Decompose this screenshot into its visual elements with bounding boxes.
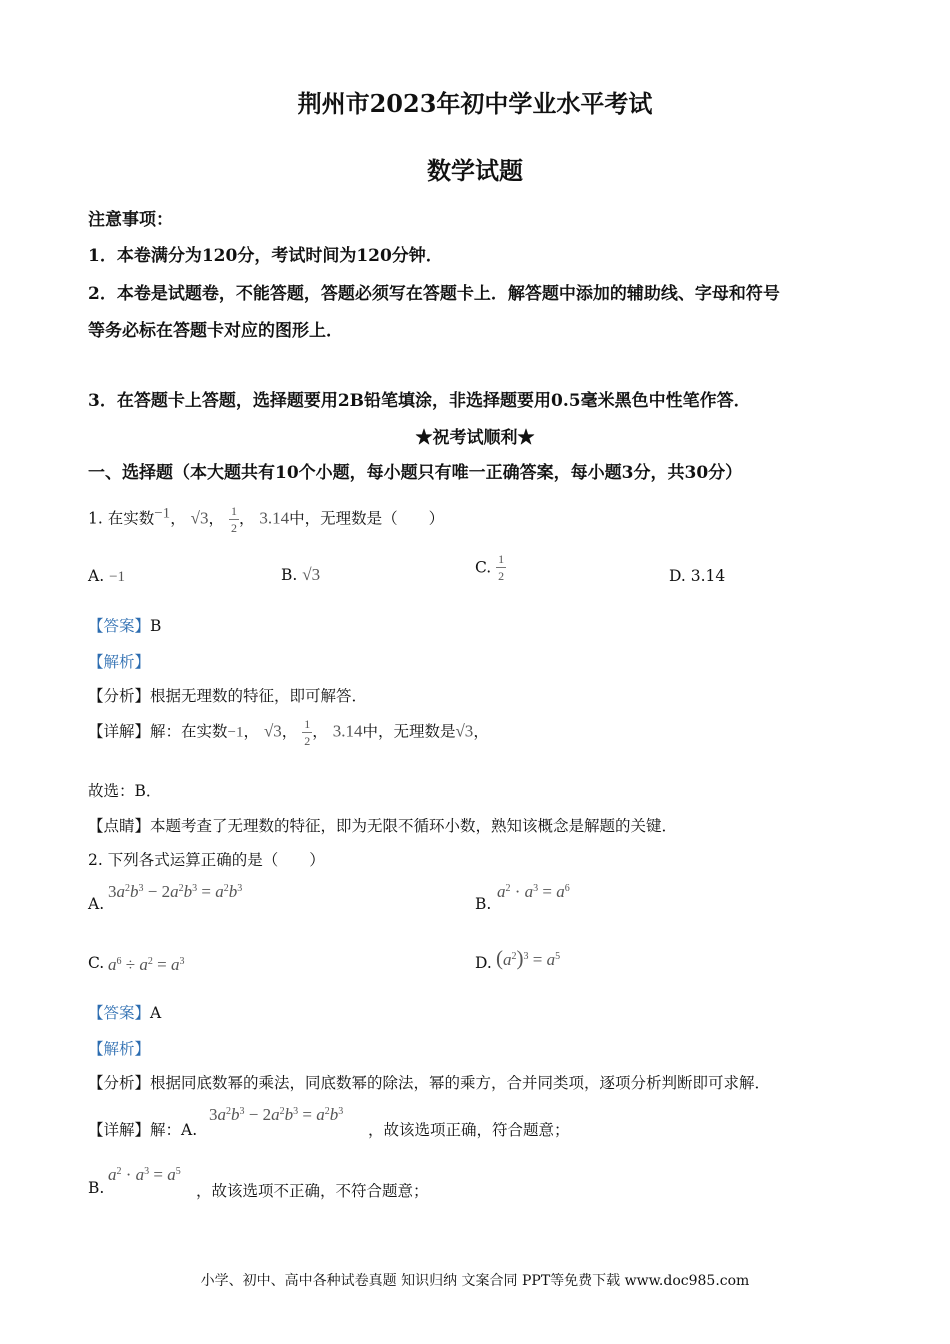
q1-sep: ，: [208, 509, 224, 528]
q2-stem: 2. 下列各式运算正确的是（ ）: [88, 851, 325, 869]
detail-prefix: 解：在实数: [150, 722, 228, 741]
q1-option-b: [281, 565, 320, 585]
q2-option-b-expr: $a^2 \cdot a^3 = a^6$: [497, 882, 570, 901]
q2-option-d-label: D.: [475, 954, 492, 972]
answer-tag: 【答案】: [88, 617, 151, 635]
page-footer: 小学、初中、高中各种试卷真题 知识归纳 文案合同 PPT等免费下载 www.doc985.com: [200, 1273, 750, 1289]
q1-sep: ，: [312, 722, 328, 741]
q2-detail-b-suffix: ，故该选项不正确，不符合题意；: [196, 1182, 429, 1200]
q1-option-c: [475, 553, 506, 582]
q2-detail-a-prefix: [88, 1118, 197, 1140]
fenxi-tag: 【分析】: [88, 1074, 151, 1092]
q2-option-b-label: B.: [475, 895, 492, 913]
option-label: A.: [88, 567, 105, 585]
detail-sqrt3: √3: [263, 721, 282, 741]
section-heading: 一、选择题（本大题共有10个小题，每小题只有唯一正确答案，每小题3分，共30分）: [88, 463, 743, 483]
answer-value: B: [150, 617, 162, 635]
detail-end: ，: [473, 722, 489, 741]
answer-tag: 【答案】: [88, 1004, 151, 1022]
fraction-bar: [496, 567, 506, 568]
q2-detail-b-expr: $a^2 \cdot a^3 = a^5$: [108, 1165, 181, 1184]
q2-detail-a-expr: $3a^2b^3 - 2a^2b^3 = a^2b^3$: [209, 1105, 344, 1124]
q1-half: [229, 505, 239, 534]
dianjing-text: 本题考查了无理数的特征，即为无限不循环小数，熟知该概念是解题的关键．: [150, 817, 678, 835]
q1-pi-value: 3.14: [259, 508, 290, 528]
q2-option-a-expr: $3a^2b^3 - 2a^2b^3 = a^2b^3$: [108, 882, 243, 901]
option-label: B.: [281, 566, 298, 584]
detail-pi-value: 3.14: [332, 721, 363, 741]
notice-wish: ★祝考试顺利★: [415, 428, 535, 448]
detail-tag: 【详解】: [88, 1121, 151, 1139]
detail-a-prefix: 解：A.: [150, 1121, 198, 1139]
q1-stem-prefix: 1. 在实数: [88, 509, 155, 528]
q1-detail: [88, 718, 489, 747]
q2-option-a-label: A.: [88, 895, 105, 913]
q1-guxuan: 故选：B．: [88, 782, 162, 800]
q2-fenxi: [88, 1071, 770, 1093]
q2-detail-b-prefix: B.: [88, 1179, 105, 1197]
fraction-denominator: 2: [304, 734, 311, 748]
exam-title: 荆州市2023年初中学业水平考试: [297, 89, 653, 118]
q2-detail-a-suffix: ，故该选项正确，符合题意；: [368, 1121, 570, 1139]
q1-option-c-value: [496, 553, 506, 582]
q1-fenxi: [88, 684, 367, 706]
q1-sep: ，: [281, 722, 298, 741]
notice-item-3: 3．在答题卡上答题，选择题要用2B铅笔填涂，非选择题要用0.5毫米黑色中性笔作答．: [88, 391, 751, 411]
notice-item-2b: 等务必标在答题卡对应的图形上．: [88, 321, 343, 341]
detail-answer-sqrt3: √3: [455, 721, 474, 741]
option-label: C.: [475, 558, 492, 577]
q2-answer: [88, 1001, 161, 1023]
q1-jiexi-tag: 【解析】: [88, 653, 151, 671]
detail-half: [302, 718, 312, 747]
answer-value: A: [150, 1004, 162, 1022]
q2-option-d-expr: $(a^2)^3 = a^5$: [496, 946, 561, 970]
q1-option-b-value: √3: [302, 565, 321, 584]
fenxi-tag: 【分析】: [88, 687, 151, 705]
q1-sep: ，: [243, 722, 260, 741]
q1-answer: [88, 614, 161, 636]
fenxi-text: 根据无理数的特征，即可解答．: [150, 687, 368, 705]
q1-dianjing: [88, 814, 677, 836]
notice-item-2a: 2．本卷是试题卷，不能答题，答题必须写在答题卡上．解答题中添加的辅助线、字母和符号: [88, 284, 780, 304]
dianjing-tag: 【点睛】: [88, 817, 151, 835]
fraction-numerator: 1: [230, 504, 237, 518]
detail-mid: 中，无理数是: [362, 722, 456, 741]
q2-option-c-label: C.: [88, 954, 105, 972]
q1-stem: [88, 505, 444, 534]
notice-heading: 注意事项：: [88, 210, 173, 230]
fraction-bar: [229, 519, 239, 520]
fraction-numerator: 1: [304, 717, 311, 731]
q2-jiexi-tag: 【解析】: [88, 1040, 151, 1058]
exam-subtitle: 数学试题: [427, 156, 523, 185]
q1-option-a: [88, 567, 125, 586]
fraction-denominator: 2: [498, 569, 505, 583]
detail-tag: 【详解】: [88, 722, 151, 741]
detail-neg1: −1: [227, 724, 244, 741]
q1-option-d: D. 3.14: [669, 567, 726, 585]
q1-sqrt3: √3: [190, 508, 209, 528]
q1-sep: ，: [238, 509, 255, 528]
fenxi-text: 根据同底数幂的乘法，同底数幂的除法，幂的乘方，合并同类项，逐项分析判断即可求解．: [150, 1074, 771, 1092]
q1-stem-suffix: 中，无理数是（ ）: [289, 509, 445, 528]
notice-item-1: 1．本卷满分为120分，考试时间为120分钟．: [88, 246, 443, 266]
q1-neg1: −1: [154, 505, 171, 522]
fraction-denominator: 2: [230, 521, 237, 535]
q2-option-c-expr: $a^6 \div a^2 = a^3$: [108, 955, 185, 974]
fraction-numerator: 1: [498, 552, 505, 566]
q1-sep: ，: [170, 509, 186, 528]
fraction-bar: [302, 732, 312, 733]
q1-option-a-value: −1: [109, 569, 126, 585]
